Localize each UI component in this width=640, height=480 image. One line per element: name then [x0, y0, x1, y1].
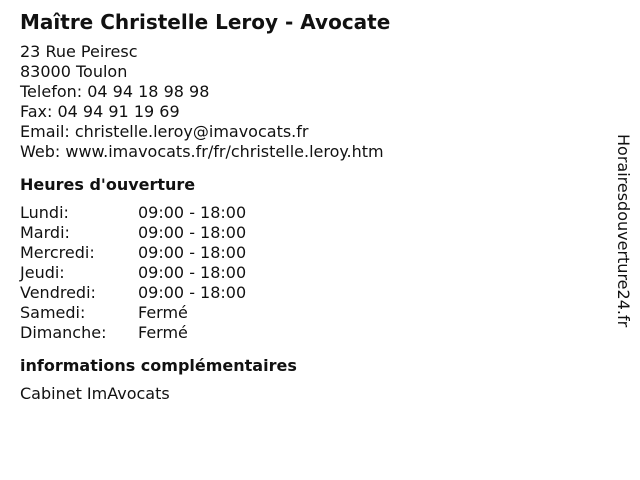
- hours-row-friday: [20, 283, 590, 303]
- time-value: Fermé: [138, 323, 188, 342]
- day-label: Mercredi:: [20, 243, 95, 262]
- hours-row-monday: [20, 203, 590, 223]
- time-value: 09:00 - 18:00: [138, 243, 247, 262]
- hours-row-tuesday: [20, 223, 590, 243]
- hours-row-thursday: [20, 263, 590, 283]
- day-label: Samedi:: [20, 303, 86, 322]
- time-value: 09:00 - 18:00: [138, 203, 247, 222]
- website-url: Web: www.imavocats.fr/fr/christelle.leroy.htm: [20, 142, 384, 161]
- city-address: 83000 Toulon: [20, 62, 128, 81]
- contact-block: [20, 42, 590, 162]
- time-value: 09:00 - 18:00: [138, 263, 247, 282]
- phone-number: Telefon: 04 94 18 98 98: [20, 82, 210, 101]
- business-title: Maître Christelle Leroy - Avocate: [20, 10, 391, 34]
- day-label: Mardi:: [20, 223, 70, 242]
- hours-row-saturday: [20, 303, 590, 323]
- day-label: Lundi:: [20, 203, 69, 222]
- email-address: Email: christelle.leroy@imavocats.fr: [20, 122, 309, 141]
- hours-row-sunday: [20, 323, 590, 343]
- day-label: Dimanche:: [20, 323, 107, 342]
- hours-row-wednesday: [20, 243, 590, 263]
- additional-info-heading: informations complémentaires: [20, 356, 297, 375]
- day-label: Vendredi:: [20, 283, 96, 302]
- site-watermark: Horairesdouverture24.fr: [614, 134, 633, 328]
- day-label: Jeudi:: [20, 263, 65, 282]
- fax-number: Fax: 04 94 91 19 69: [20, 102, 180, 121]
- time-value: Fermé: [138, 303, 188, 322]
- street-address: 23 Rue Peiresc: [20, 42, 138, 61]
- time-value: 09:00 - 18:00: [138, 223, 247, 242]
- time-value: 09:00 - 18:00: [138, 283, 247, 302]
- opening-hours-list: [20, 203, 590, 343]
- business-card: [20, 10, 590, 404]
- additional-info-text: Cabinet ImAvocats: [20, 384, 170, 403]
- opening-hours-heading: Heures d'ouverture: [20, 175, 196, 194]
